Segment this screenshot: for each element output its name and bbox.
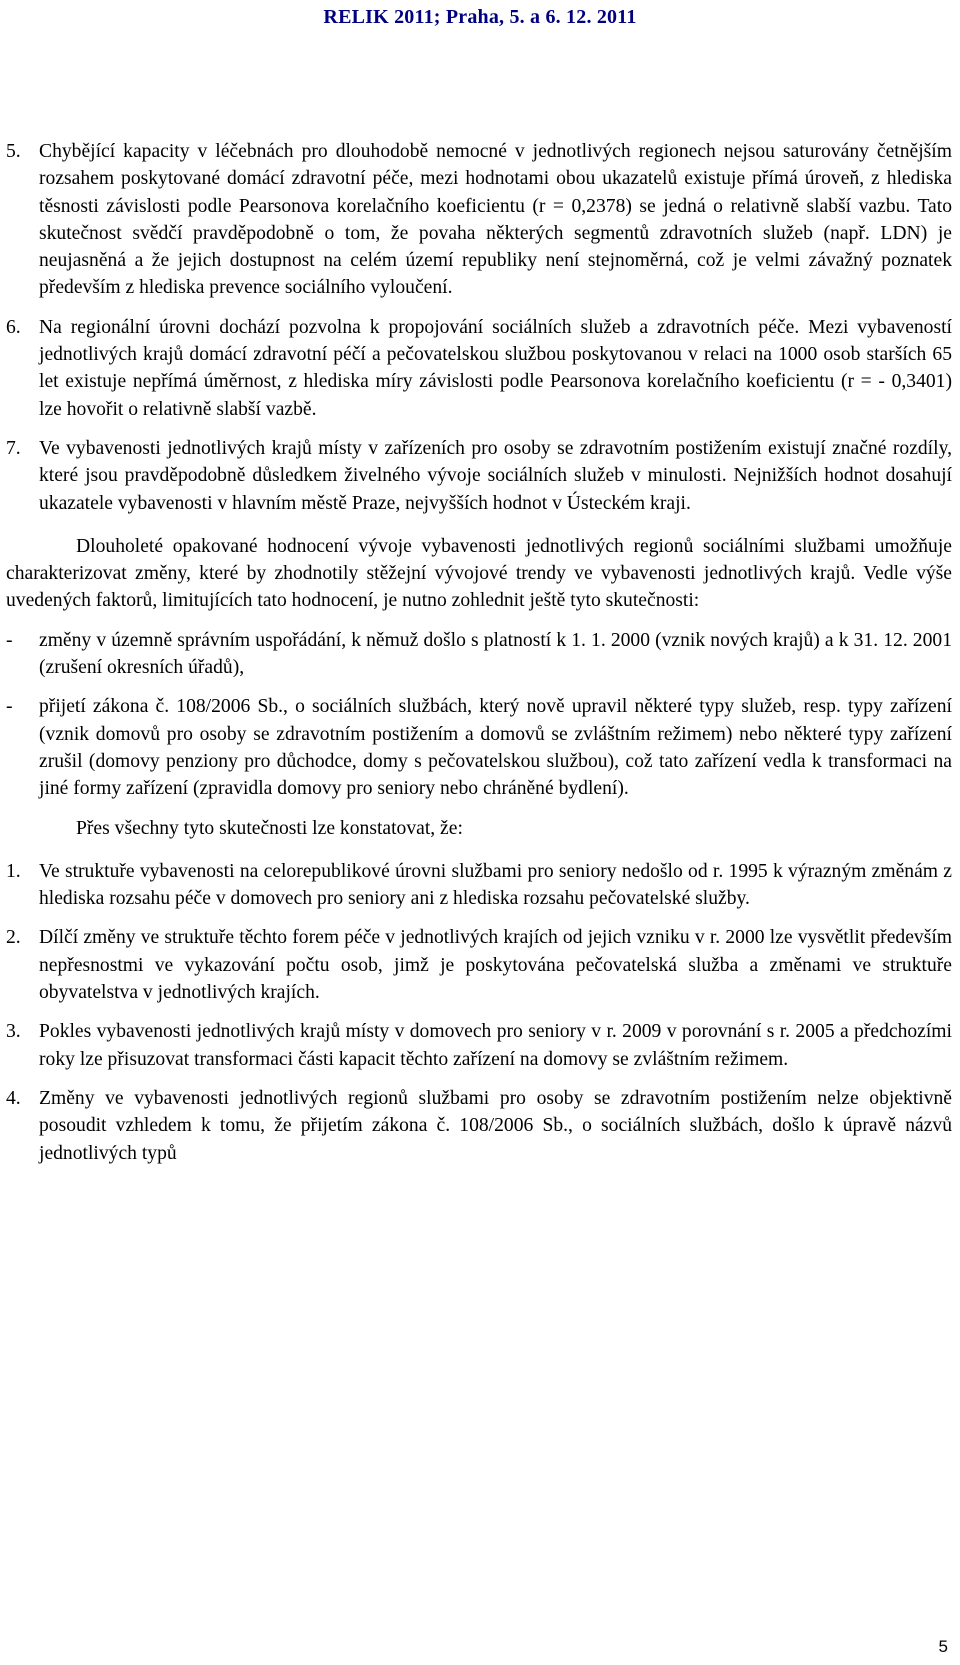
lead-sentence: Přes všechny tyto skutečnosti lze konstatovat, že: [76, 817, 463, 839]
item-number: 5. [6, 141, 21, 162]
list-item [6, 924, 952, 1006]
dash-marker: - [6, 696, 13, 718]
item-number: 6. [6, 316, 21, 338]
item-number: 7. [6, 437, 21, 459]
list-item [6, 314, 952, 423]
item-text: Pokles vybavenosti jednotlivých krajů místy v domovech pro seniory v r. 2009 v porovnání s r. 2005 a předchozími roky lze přisuzovat transformaci části kapacit těchto zařízení na domovy se zvláštním režimem. [39, 1021, 952, 1070]
list-item [6, 1018, 952, 1073]
list-item [6, 138, 952, 302]
item-text: Na regionální úrovni dochází pozvolna k propojování sociálních služeb a zdravotních péče. Mezi vybaveností jednotlivých krajů domácí zdravotní péčí a pečovatelskou službou poskytovanou v relaci na 1000 osob starších 65 let existuje nepřímá úměrnost, z hlediska míry závislosti podle Pearsonova korelačního koeficientu (r = - 0,3401) lze hovořit o relativně slabší vazbě. [39, 316, 952, 420]
item-number: 1. [6, 860, 21, 882]
dash-item [6, 693, 952, 802]
running-header: RELIK 2011; Praha, 5. a 6. 12. 2011 [323, 6, 637, 28]
list-item [6, 858, 952, 913]
list-item [6, 435, 952, 517]
item-text: Změny ve vybavenosti jednotlivých regionů službami pro osoby se zdravotním postižením nelze objektivně posoudit vzhledem k tomu, že přijetím zákona č. 108/2006 Sb., o sociálních službách, došlo k úpravě názvů jednotlivých typů [39, 1087, 952, 1164]
dash-marker: - [6, 629, 13, 651]
dash-item-text: změny v územně správním uspořádání, k němuž došlo s platností k 1. 1. 2000 (vznik nových krajů) a k 31. 12. 2001 (zrušení okresních úřadů), [39, 629, 952, 679]
item-text: Ve vybavenosti jednotlivých krajů místy v zařízeních pro osoby se zdravotním postižením existují značné rozdíly, které jsou pravděpodobně důsledkem živelného vývoje sociálních služeb v minulosti. Nejnižších hodnot dosahují ukazatele vybavenosti v hlavním městě Praze, nejvyšších hodnot v Ústeckém kraji. [39, 437, 952, 514]
dash-item [6, 627, 952, 682]
page-number: 5 [938, 1637, 948, 1656]
item-text: Ve struktuře vybavenosti na celorepublikové úrovni službami pro seniory nedošlo od r. 1995 k výrazným změnám z hlediska rozsahu péče v domovech pro seniory ani z hlediska rozsahu pečovatelské služby. [39, 860, 952, 910]
item-number: 4. [6, 1087, 21, 1109]
body-text [6, 138, 952, 1179]
list-item [6, 1085, 952, 1167]
item-number: 2. [6, 927, 21, 949]
item-text: Chybějící kapacity v léčebnách pro dlouhodobě nemocné v jednotlivých regionech nejsou saturovány četnějším rozsahem poskytované domácí zdravotní péče, mezi hodnotami obou ukazatelů existuje přímá úroveň, z hlediska těsnosti závislosti podle Pearsonova korelačního koeficientu (r = 0,2378) se jedná o relativně slabší vazbu. Tato skutečnost svědčí pravděpodobně o tom, že povaha některých segmentů zdravotních služeb (např. LDN) je neujasněná a že jejich dostupnost na celém území republiky není stejnoměrná, což je velmi závažný poznatek především z hlediska prevence sociálního vyloučení. [39, 141, 952, 299]
item-number: 3. [6, 1021, 21, 1043]
paragraph: Dlouholeté opakované hodnocení vývoje vybavenosti jednotlivých regionů sociálními službami umožňuje charakterizovat změny, které by zhodnotily stěžejní vývojové trendy ve vybavenosti jednotlivých krajů. Vedle výše uvedených faktorů, limitujících tato hodnocení, je nutno zohlednit ještě tyto skutečnosti: [6, 535, 952, 612]
item-text: Dílčí změny ve struktuře těchto forem péče v jednotlivých krajích od jejich vzniku v r. 2000 lze vysvětlit především nepřesnostmi ve vykazování počtu osob, jimž je poskytována pečovatelská služba a změnami ve struktuře obyvatelstva v jednotlivých krajích. [39, 927, 952, 1004]
dash-item-text: přijetí zákona č. 108/2006 Sb., o sociálních službách, který nově upravil některé typy služeb, resp. typy zařízení (vznik domovů pro osoby se zdravotním postižením a domovů se zvláštním režimem) nebo některé typy zařízení zrušil (domovy penziony pro důchodce, domy s pečovatelskou službou), což tato zařízení vedla k transformaci na jiné formy zařízení (zpravidla domovy pro seniory nebo chráněné bydlení). [39, 696, 952, 800]
